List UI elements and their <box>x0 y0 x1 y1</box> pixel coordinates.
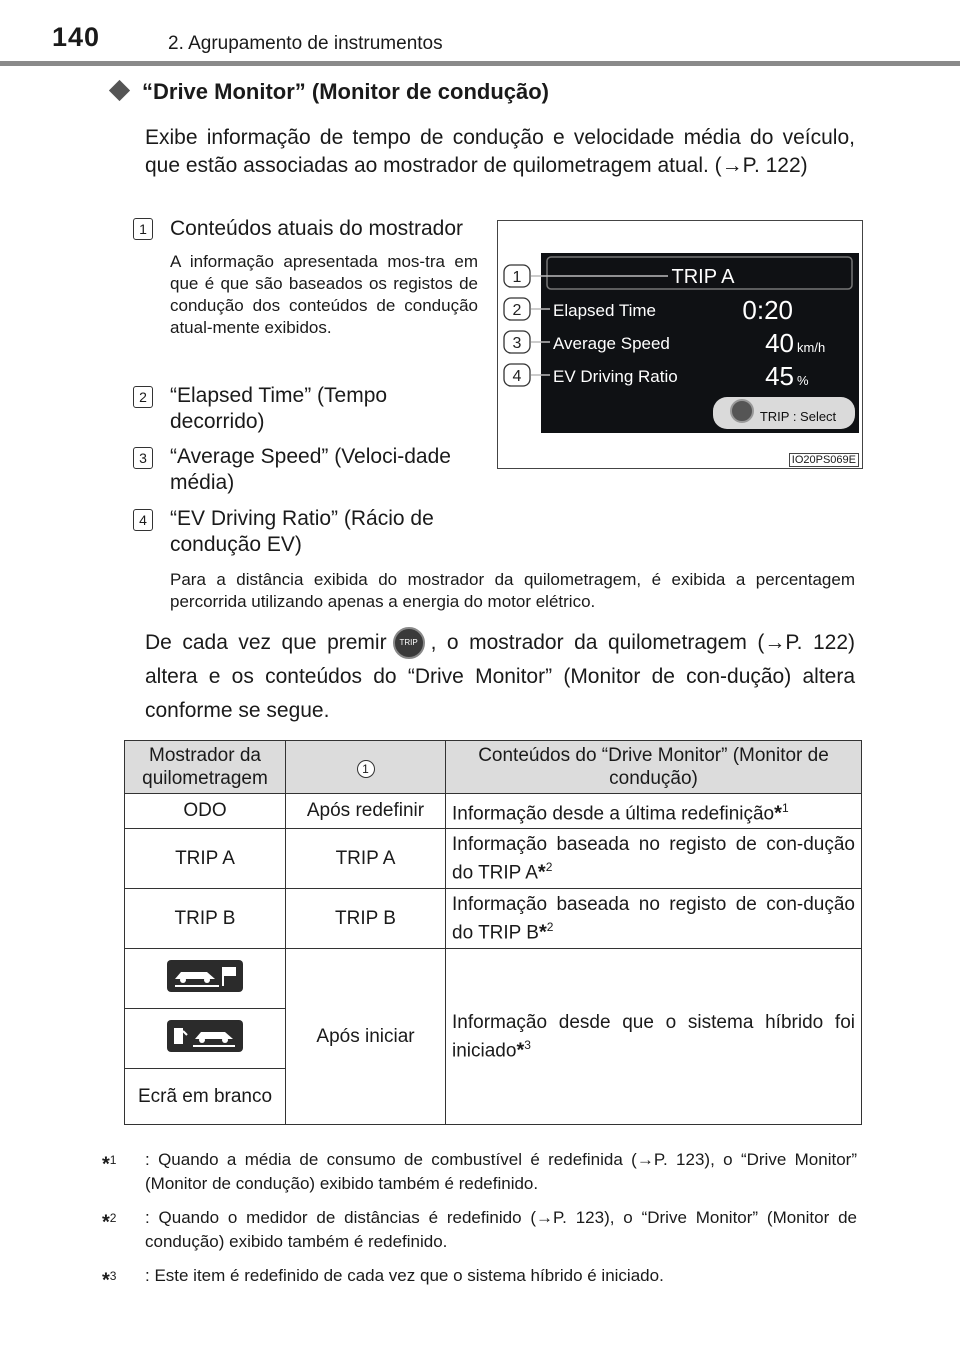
footnote-text: : Quando o medidor de distâncias é redefinido (→P. 123), o “Drive Monitor” (Monitor de condução) exibido também é redefinido. <box>145 1208 857 1251</box>
item-title-1: Conteúdos atuais do mostrador <box>170 217 464 240</box>
footnote-ref: 2 <box>545 860 553 875</box>
display-row-unit-2: km/h <box>797 340 826 355</box>
table-cell-basis: TRIP B <box>286 889 446 949</box>
trip-knob-icon <box>731 400 753 422</box>
table-row <box>125 949 862 1009</box>
table-cell-mode: TRIP B <box>125 889 286 949</box>
table-header-row <box>125 741 862 794</box>
car-flag-icon <box>165 959 245 993</box>
display-row-value-3: 45 <box>765 361 794 391</box>
item-title-3: “Average Speed” (Veloci-dade média) <box>170 445 451 494</box>
paragraph-after: , o mostrador da quilometragem (→P. 122) altera e os conteúdos do “Drive Monitor” (Monitor de con-dução) altera conforme se segue. <box>145 631 855 722</box>
footnote-mark <box>102 1264 144 1294</box>
table-cell-content <box>446 889 862 949</box>
item-desc-4: Para a distância exibida do mostrador da quilometragem, é exibida a percentagem percorrida utilizando apenas a energia do motor elétrico. <box>170 570 855 611</box>
display-row-label-2: Average Speed <box>553 334 670 353</box>
table-header-col2 <box>286 741 446 794</box>
callout-number-1: 1 <box>512 269 522 286</box>
footnote-mark <box>102 1148 144 1178</box>
page-number: 140 <box>52 22 101 52</box>
display-trip-label: TRIP A <box>671 266 735 288</box>
footnote-star: * <box>102 1153 110 1176</box>
display-row-value-2: 40 <box>765 328 794 358</box>
display-row-label-1: Elapsed Time <box>553 301 656 320</box>
footnote-ref: 3 <box>524 1038 531 1053</box>
footnote-text: : Este item é redefinido de cada vez que o sistema híbrido é iniciado. <box>145 1266 664 1285</box>
trip-button-icon: TRIP <box>393 627 425 659</box>
table-cell-icon <box>125 1009 286 1069</box>
display-row-unit-3: % <box>797 373 809 388</box>
callout-number-4: 4 <box>512 368 522 385</box>
paragraph-before: De cada vez que premir <box>145 631 387 654</box>
callout-number-3: 3 <box>512 335 522 352</box>
table-row <box>125 889 862 949</box>
item-number-1: 1 <box>133 218 153 240</box>
footnote-ref: 2 <box>546 920 554 935</box>
display-row-value-1: 0:20 <box>742 295 793 325</box>
table-cell-icon <box>125 949 286 1009</box>
table-cell-text: Informação baseada no registo de con-dução do TRIP B <box>452 894 855 944</box>
header-divider <box>0 61 960 66</box>
table-cell-content <box>446 829 862 889</box>
chapter-title: 2. Agrupamento de instrumentos <box>168 33 443 54</box>
fuel-car-icon <box>165 1019 245 1053</box>
callout-number-2: 2 <box>512 302 522 319</box>
section-intro: Exibe informação de tempo de condução e velocidade média do veículo, que estão associadas ao mostrador de quilometragem atual. (→P. 122) <box>145 126 855 177</box>
footnote-ref: 1 <box>781 801 789 815</box>
item-number-4: 4 <box>133 509 153 531</box>
drive-monitor-table <box>124 740 862 1125</box>
table-row <box>125 829 862 889</box>
table-cell-basis-merged: Após iniciar <box>286 949 446 1125</box>
table-cell-content-merged <box>446 949 862 1125</box>
display-row-label-3: EV Driving Ratio <box>553 367 678 386</box>
footnote-2 <box>102 1206 857 1254</box>
table-header-col3: Conteúdos do “Drive Monitor” (Monitor de condução) <box>446 741 862 794</box>
table-cell-basis: TRIP A <box>286 829 446 889</box>
footnote-star: * <box>102 1269 110 1292</box>
footnote-star: * <box>774 802 782 825</box>
table-cell-mode: TRIP A <box>125 829 286 889</box>
footnote-number: 3 <box>109 1269 117 1283</box>
section-title: “Drive Monitor” (Monitor de condução) <box>142 79 549 104</box>
drive-monitor-display <box>498 221 862 468</box>
display-select-hint: TRIP : Select <box>759 409 837 424</box>
footnote-text: : Quando a média de consumo de combustível é redefinida (→P. 123), o “Drive Monitor” (Monitor de condução) exibido também é redefinido. <box>145 1150 857 1193</box>
footnote-number: 2 <box>109 1211 117 1225</box>
footnote-1 <box>102 1148 857 1196</box>
footnote-star: * <box>537 861 546 884</box>
diamond-bullet-icon <box>109 80 130 101</box>
table-header-col1: Mostrador da quilometragem <box>125 741 286 794</box>
drive-monitor-figure <box>497 220 863 469</box>
table-cell-basis: Após redefinir <box>286 794 446 829</box>
table-cell-text: Informação desde que o sistema híbrido foi iniciado <box>452 1012 855 1062</box>
footnote-star: * <box>516 1039 525 1062</box>
table-row <box>125 794 862 829</box>
item-number-3: 3 <box>133 447 153 469</box>
table-cell-text: Informação baseada no registo de con-dução do TRIP A <box>452 834 855 884</box>
item-title-4: “EV Driving Ratio” (Rácio de condução EV) <box>170 507 434 556</box>
table-cell-text: Informação desde a última redefinição <box>452 803 775 825</box>
footnote-star: * <box>538 921 547 944</box>
table-header-number: 1 <box>357 760 375 778</box>
trip-paragraph <box>145 626 855 728</box>
figure-code: IO20PS069E <box>789 453 859 467</box>
item-number-2: 2 <box>133 386 153 408</box>
footnote-number: 1 <box>109 1153 117 1167</box>
footnote-star: * <box>102 1211 110 1234</box>
table-cell-mode: ODO <box>125 794 286 829</box>
item-desc-1: A informação apresentada mos-tra em que é que são baseados os registos de condução dos conteúdos de condução atual-mente exibidos. <box>170 252 478 337</box>
footnote-3 <box>102 1264 857 1292</box>
table-cell-content <box>446 794 862 829</box>
item-title-2: “Elapsed Time” (Tempo decorrido) <box>170 384 388 433</box>
table-cell-mode: Ecrã em branco <box>125 1069 286 1125</box>
footnote-mark <box>102 1206 144 1236</box>
